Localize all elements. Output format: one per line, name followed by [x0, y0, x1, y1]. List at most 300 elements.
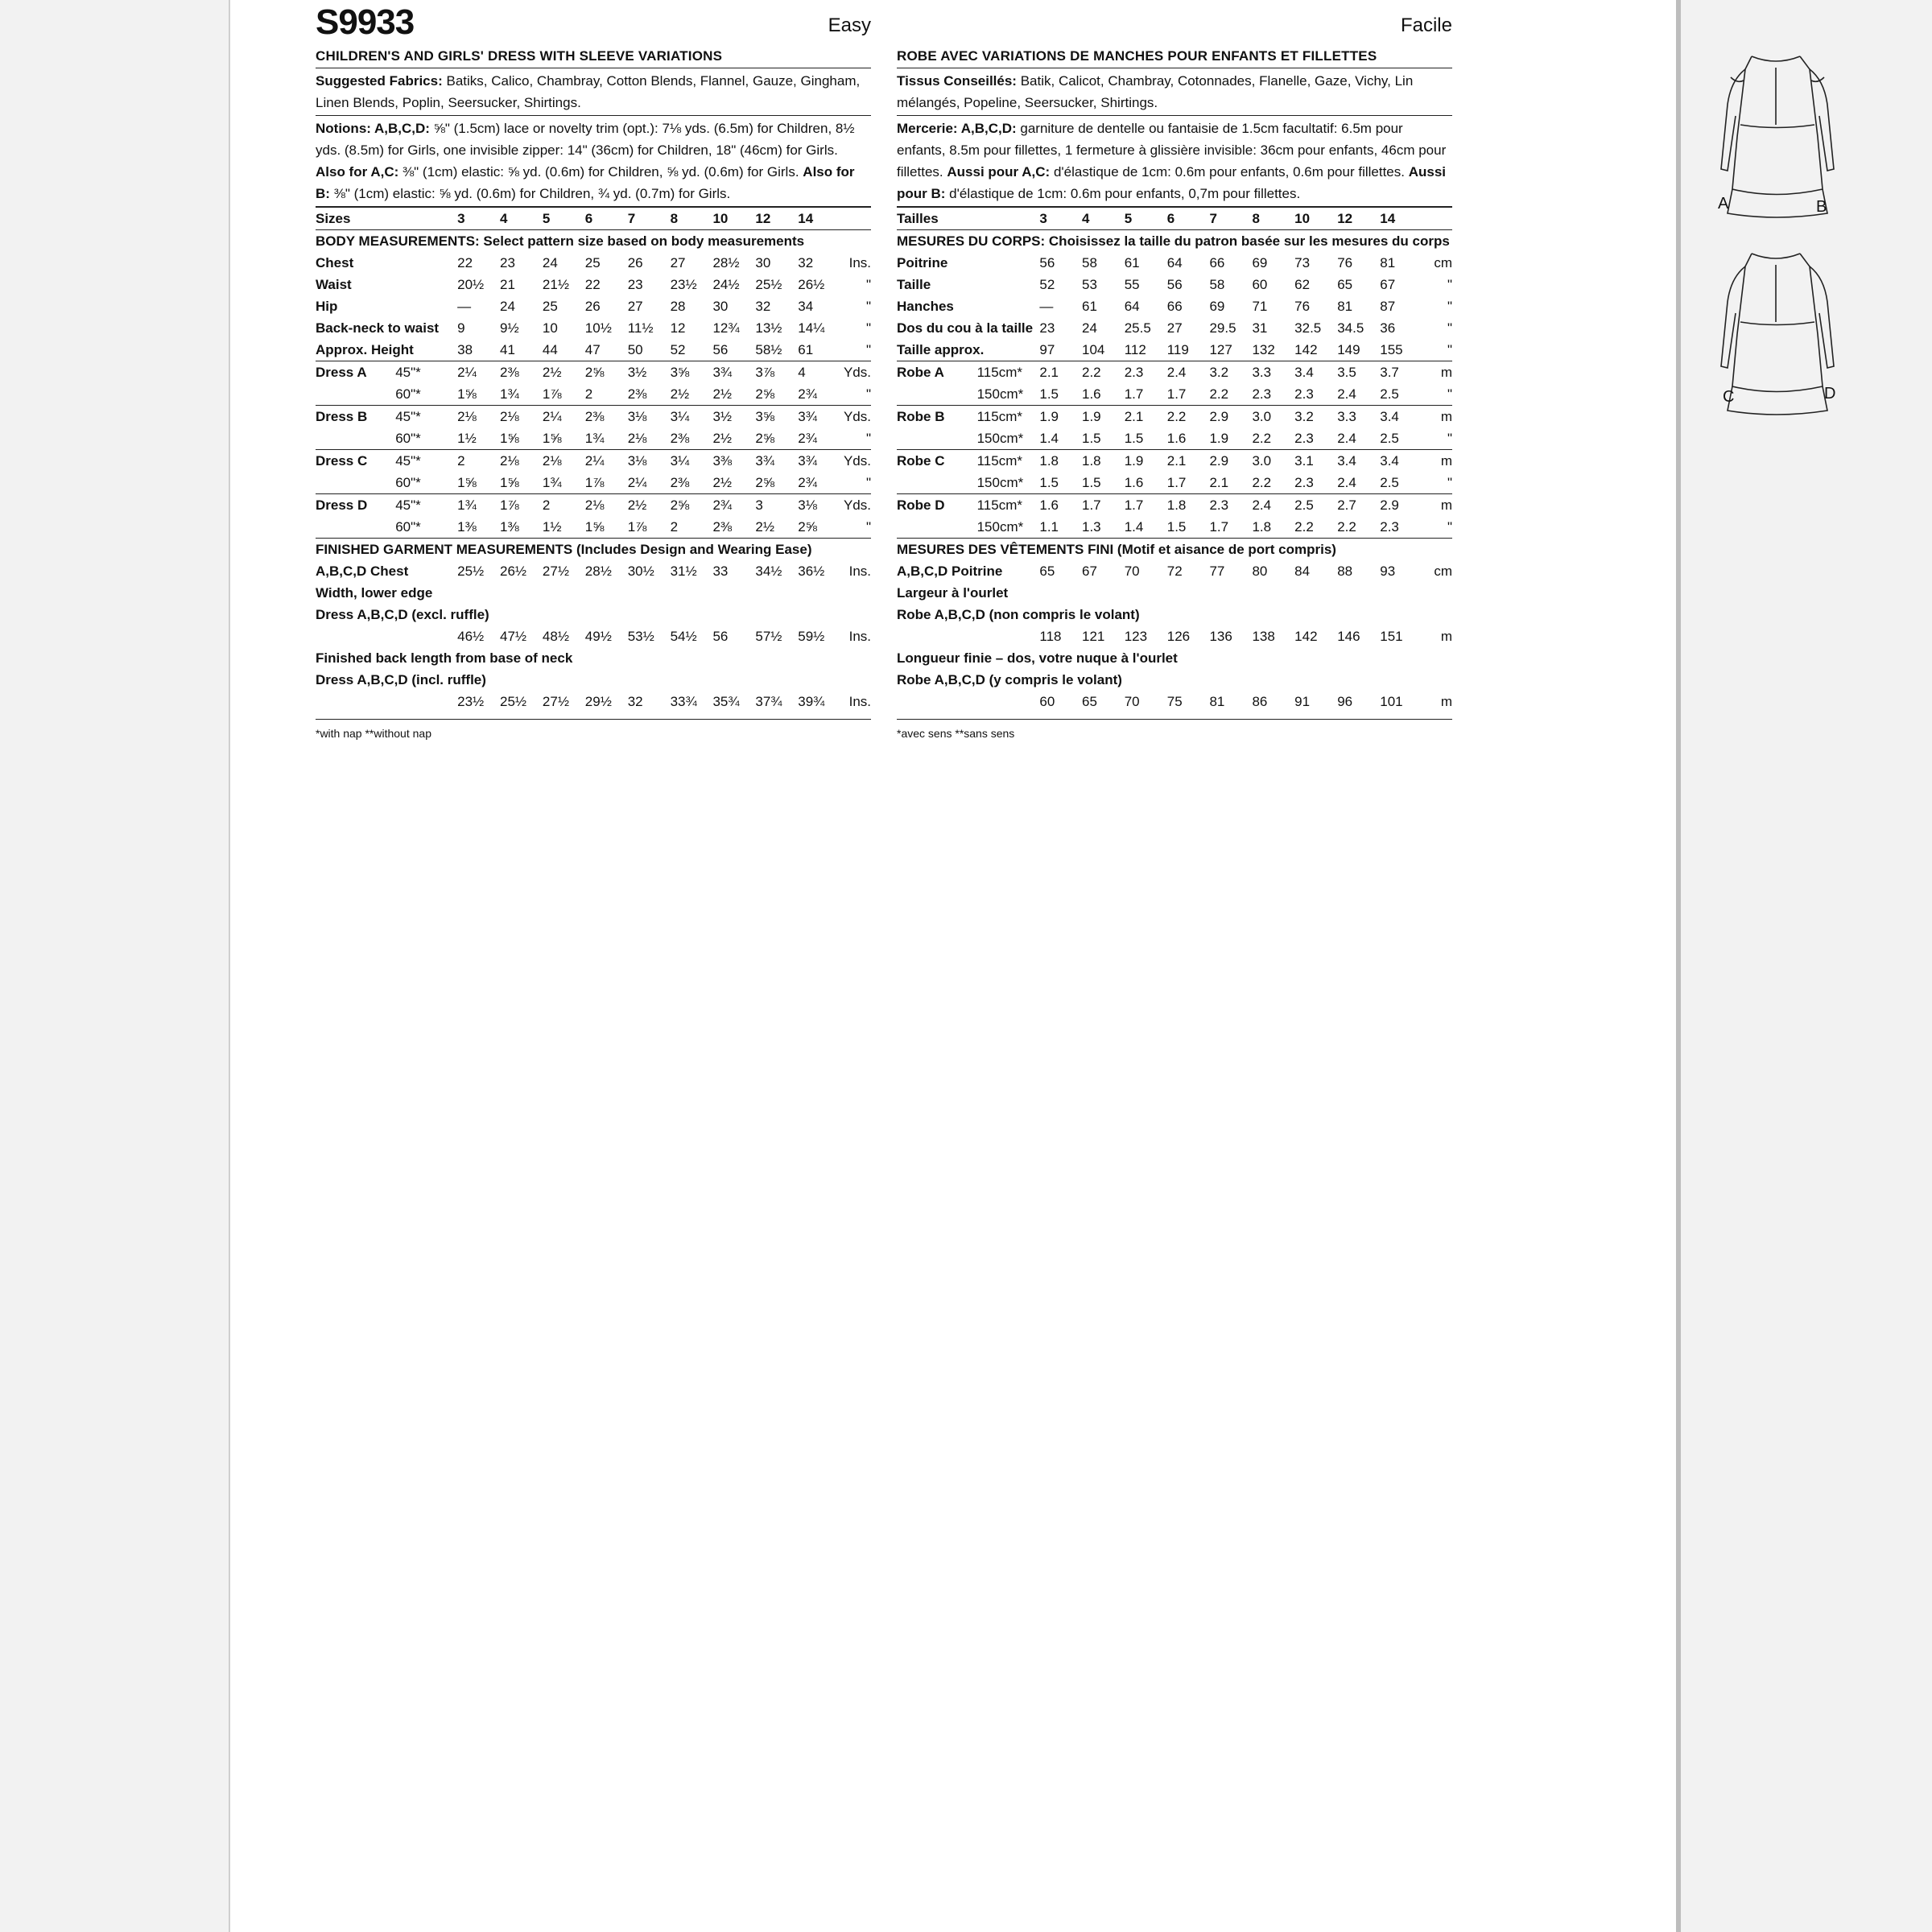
table-cell: 1⅞ [627, 519, 647, 535]
table-cell: 34 [798, 299, 814, 314]
table-cell: 2.3 [1209, 494, 1252, 517]
table-cell: 26½ [798, 277, 825, 292]
table-cell: 32.5 [1294, 320, 1322, 336]
row-label: A,B,C,D Chest [316, 564, 409, 579]
table-cell: 1.8 [1167, 494, 1210, 517]
table-cell: 3¾ [755, 450, 798, 473]
table-cell: 3.2 [1294, 406, 1337, 428]
table-cell: 2 [670, 519, 679, 535]
table-cell: 2 [457, 450, 500, 473]
table-cell: 1.9 [1039, 406, 1082, 428]
difficulty-label: Easy [828, 14, 871, 36]
size-cell: 8 [1252, 208, 1294, 230]
table-cell: 48½ [542, 629, 569, 644]
size-cell: 6 [585, 208, 628, 230]
table-cell: 1.3 [1082, 519, 1101, 535]
table-cell: 1¾ [457, 494, 500, 517]
view-label-a: A [1718, 195, 1729, 213]
table-cell: 2⅛ [500, 450, 543, 473]
table-cell: 2⅝ [798, 519, 817, 535]
table-cell: 1.9 [1082, 406, 1125, 428]
table-cell: 1½ [457, 431, 477, 446]
table-cell: 29½ [584, 694, 612, 709]
table-cell: 88 [1337, 564, 1353, 579]
table-cell: 58½ [755, 342, 782, 357]
table-cell: 3.4 [1380, 450, 1422, 473]
unit-cell: Ins. [848, 694, 871, 709]
table-cell: 1.7 [1166, 386, 1187, 402]
table-cell: 3.4 [1380, 406, 1422, 428]
table-cell: 1.7 [1125, 494, 1167, 517]
unit-cell: " [865, 277, 871, 292]
table-cell: 73 [1294, 255, 1311, 270]
size-cell: 12 [755, 208, 798, 230]
table-cell: 61 [798, 342, 814, 357]
table-cell: 23 [500, 255, 515, 270]
table-cell: 2½ [543, 361, 585, 384]
view-label [316, 516, 395, 539]
table-cell: 35¾ [712, 694, 740, 709]
table-cell: 2.7 [1337, 494, 1380, 517]
table-cell: 1.5 [1166, 519, 1187, 535]
size-cell: 8 [671, 208, 713, 230]
table-cell: 3⅝ [755, 406, 798, 428]
sizes-label: Sizes [316, 208, 395, 230]
table-cell: 37¾ [755, 694, 782, 709]
notions-also-b-label: Also for B: [316, 164, 855, 201]
unit-cell: m [1422, 361, 1452, 384]
table-cell: 64 [1166, 255, 1183, 270]
table-cell: 2.1 [1125, 406, 1167, 428]
body-row [316, 317, 871, 339]
sizes-label: Tailles [897, 208, 977, 230]
table-cell: 25.5 [1124, 320, 1151, 336]
table-cell: 28½ [584, 564, 612, 579]
table-cell: 53½ [627, 629, 654, 644]
table-cell: 1¾ [542, 475, 562, 490]
spacer-cell [977, 208, 1040, 230]
unit-cell: " [865, 386, 871, 402]
row-label: Taille [897, 277, 931, 292]
table-cell: 2½ [755, 519, 774, 535]
table-cell: 80 [1252, 564, 1268, 579]
table-cell: 25½ [755, 277, 782, 292]
fabrics-label: Suggested Fabrics: [316, 73, 443, 89]
table-cell: 1.5 [1124, 431, 1144, 446]
table-cell: 22 [584, 277, 601, 292]
notions-label: Notions: A,B,C,D: [316, 121, 430, 136]
table-cell: 123 [1124, 629, 1148, 644]
finished-width-label-row [897, 604, 1452, 625]
table-cell: 34.5 [1337, 320, 1364, 336]
unit-cell: " [865, 431, 871, 446]
finished-width-row [897, 625, 1452, 647]
table-cell: 2.3 [1380, 519, 1399, 535]
table-cell: 28½ [712, 255, 740, 270]
size-cell: 10 [712, 208, 755, 230]
notions-also-b-label: Aussi pour B: [897, 164, 1447, 201]
body-heading-row [316, 230, 871, 253]
table-cell: 9½ [500, 320, 519, 336]
table-cell: 2.9 [1209, 450, 1252, 473]
size-cell: 5 [1125, 208, 1167, 230]
table-cell: 72 [1166, 564, 1183, 579]
finished-length-label-row [316, 647, 871, 669]
table-cell: 2.5 [1380, 431, 1399, 446]
unit-cell: " [1447, 386, 1452, 402]
table-cell: 3.0 [1252, 450, 1294, 473]
yardage-row [897, 361, 1452, 384]
fabric-width: 150cm* [976, 475, 1024, 490]
table-cell: 10½ [584, 320, 612, 336]
unit-cell: Ins. [848, 564, 871, 579]
table-cell: 1.8 [1039, 450, 1082, 473]
yardage-row [316, 516, 871, 539]
fabric-width: 45"* [395, 361, 457, 384]
table-cell: 1⅝ [457, 386, 477, 402]
fabric-width: 115cm* [977, 361, 1040, 384]
row-label: Width, lower edge [316, 585, 433, 601]
table-cell: 58 [1082, 255, 1097, 270]
table-cell: 1⅜ [500, 519, 519, 535]
table-cell: 2.2 [1337, 519, 1356, 535]
spacer-cell [316, 625, 457, 647]
view-label [316, 427, 395, 450]
table-cell: 25½ [457, 564, 485, 579]
table-cell: 2⅜ [670, 431, 690, 446]
unit-cell: m [1440, 629, 1452, 644]
finished-width-label-row [316, 604, 871, 625]
table-cell: 2.4 [1252, 494, 1294, 517]
table-cell: 2⅛ [627, 431, 647, 446]
view-label: Robe C [897, 450, 977, 473]
table-cell: 12 [670, 320, 686, 336]
table-cell: 23½ [457, 694, 485, 709]
table-cell: 2¾ [712, 494, 755, 517]
unit-cell: " [865, 475, 871, 490]
table-cell: 2.5 [1380, 386, 1399, 402]
table-cell: 2⅛ [543, 450, 585, 473]
table-cell: 58 [1209, 277, 1225, 292]
dress-ab-drawing [1721, 56, 1834, 217]
table-cell: 86 [1252, 694, 1268, 709]
table-cell: 30½ [627, 564, 654, 579]
table-cell: 66 [1166, 299, 1183, 314]
table-cell: 30 [712, 299, 729, 314]
table-cell: 23 [627, 277, 643, 292]
table-cell: 119 [1166, 342, 1189, 357]
table-cell: 10 [542, 320, 558, 336]
table-cell: 1¾ [584, 431, 605, 446]
table-cell: 2⅝ [671, 494, 713, 517]
notions-also-ac-text: ⅜" (1cm) elastic: ⅝ yd. (0.6m) for Children, ⅝ yd. (0.6m) for Girls. [402, 164, 799, 180]
table-cell: 22 [457, 255, 473, 270]
table-cell: 60 [1252, 277, 1268, 292]
table-cell: 1⅞ [584, 475, 605, 490]
finished-heading-row [897, 539, 1452, 561]
dress-cd-drawing [1721, 254, 1834, 415]
fabric-width: 115cm* [977, 406, 1040, 428]
table-cell: 2.3 [1294, 431, 1314, 446]
table-cell: 21 [500, 277, 515, 292]
sizes-header-row [897, 208, 1452, 230]
table-cell: 76 [1294, 299, 1311, 314]
footnote: *with nap **without nap [316, 719, 871, 745]
table-cell: 20½ [457, 277, 485, 292]
finished-length-label-row [897, 647, 1452, 669]
table-cell: 1⅜ [457, 519, 477, 535]
unit-cell: " [865, 519, 871, 535]
table-cell: 1⅝ [457, 475, 477, 490]
table-cell: 2 [584, 386, 593, 402]
table-cell: 56 [1039, 255, 1055, 270]
table-cell: 2⅛ [457, 406, 500, 428]
table-cell: 3⅛ [628, 406, 671, 428]
notions-text: ⅝" (1.5cm) lace or novelty trim (opt.): 7⅛ yds. (6.5m) for Children, 8½ yds. (8.5m) for Girls, one invisible zipper: 14" (36cm) for Children, 18" (46cm) for Girls. [316, 121, 855, 158]
table-cell: 2.4 [1337, 431, 1356, 446]
table-cell: 142 [1294, 342, 1318, 357]
table-cell: 23 [1039, 320, 1055, 336]
fabric-width: 115cm* [977, 450, 1040, 473]
spacer-cell [316, 691, 457, 712]
footnote: *avec sens **sans sens [897, 719, 1452, 745]
table-cell: 81 [1209, 694, 1225, 709]
table-cell: 97 [1039, 342, 1055, 357]
view-label [897, 516, 977, 539]
view-label: Dress D [316, 494, 395, 517]
table-cell: 52 [1039, 277, 1055, 292]
table-cell: 1.5 [1082, 431, 1101, 446]
table-cell: 31 [1252, 320, 1268, 336]
fabrics-paragraph [897, 68, 1452, 116]
yardage-row [316, 361, 871, 384]
table-cell: 2⅛ [585, 494, 628, 517]
table-cell: 3½ [712, 406, 755, 428]
table-cell: 12¾ [712, 320, 740, 336]
body-row [897, 317, 1452, 339]
unit-cell: " [1447, 342, 1452, 357]
table-cell: 1.5 [1082, 475, 1101, 490]
table-cell: 27½ [542, 564, 569, 579]
fabric-width: 60"* [395, 431, 421, 446]
table-cell: 76 [1337, 255, 1353, 270]
table-cell: 2⅜ [627, 386, 647, 402]
unit-cell: cm [1434, 564, 1452, 579]
row-label: Longueur finie – dos, votre nuque à l'ourlet [897, 650, 1178, 666]
fabric-width: 150cm* [976, 386, 1024, 402]
table-cell: 2¼ [543, 406, 585, 428]
table-cell: 2.2 [1167, 406, 1210, 428]
yardage-row [316, 494, 871, 517]
table-cell: 1.5 [1039, 386, 1059, 402]
notions-paragraph [316, 116, 871, 207]
unit-cell: " [1447, 475, 1452, 490]
table-cell: 24½ [712, 277, 740, 292]
table-cell: 11½ [627, 320, 654, 336]
table-cell: 2⅝ [755, 386, 774, 402]
table-cell: 2¾ [798, 431, 817, 446]
table-cell: 36½ [798, 564, 825, 579]
fabrics-label: Tissus Conseillés: [897, 73, 1017, 89]
unit-cell: " [865, 320, 871, 336]
finished-heading: FINISHED GARMENT MEASUREMENTS (Includes Design and Wearing Ease) [316, 539, 871, 561]
table-cell: 1.7 [1124, 386, 1144, 402]
table-cell: 47½ [500, 629, 527, 644]
table-cell: 2⅜ [670, 475, 690, 490]
row-label: Poitrine [897, 255, 948, 270]
table-cell: 2.2 [1252, 475, 1272, 490]
row-label: Taille approx. [897, 342, 985, 357]
table-cell: 77 [1209, 564, 1225, 579]
table-cell: 3¼ [671, 450, 713, 473]
table-cell: 1⅝ [584, 519, 605, 535]
table-cell: 3.5 [1337, 361, 1380, 384]
table-cell: 1.1 [1039, 519, 1059, 535]
pattern-title: CHILDREN'S AND GIRLS' DRESS WITH SLEEVE VARIATIONS [316, 45, 871, 68]
view-label: Dress C [316, 450, 395, 473]
table-cell: 32 [798, 255, 814, 270]
row-label: Chest [316, 255, 354, 270]
finished-length-row [897, 691, 1452, 712]
spacer-cell [897, 625, 1039, 647]
table-cell: 38 [457, 342, 473, 357]
table-cell: 69 [1252, 255, 1268, 270]
table-cell: 25½ [500, 694, 527, 709]
row-label: Dos du cou à la taille [897, 320, 1034, 336]
finished-chest-row [316, 560, 871, 582]
unit-cell: " [1447, 519, 1452, 535]
table-cell: 155 [1380, 342, 1403, 357]
table-cell: 59½ [798, 629, 825, 644]
fabric-width: 115cm* [977, 494, 1040, 517]
table-cell: 46½ [457, 629, 485, 644]
table-cell: 30 [755, 255, 771, 270]
yardage-row [897, 494, 1452, 517]
table-cell: 36 [1380, 320, 1396, 336]
row-label: Robe A,B,C,D (y compris le volant) [897, 672, 1122, 687]
table-cell: 2½ [712, 431, 733, 446]
table-cell: 57½ [755, 629, 782, 644]
fabric-width: 150cm* [976, 519, 1024, 535]
pattern-title: ROBE AVEC VARIATIONS DE MANCHES POUR ENFANTS ET FILLETTES [897, 45, 1452, 68]
table-cell: 2.5 [1294, 494, 1337, 517]
table-cell: 3.3 [1252, 361, 1294, 384]
body-row [316, 295, 871, 317]
table-cell: 55 [1124, 277, 1140, 292]
table-cell: 146 [1337, 629, 1360, 644]
size-cell: 14 [798, 208, 840, 230]
notions-label: Mercerie: A,B,C,D: [897, 121, 1017, 136]
table-cell: 2.9 [1380, 494, 1422, 517]
table-cell: 1.7 [1166, 475, 1187, 490]
table-cell: 65 [1082, 694, 1097, 709]
dress-line-drawing [1695, 48, 1856, 419]
fabric-width: 45"* [395, 406, 457, 428]
finished-heading-row [316, 539, 871, 561]
table-cell: 2⅝ [585, 361, 628, 384]
table-cell: 3.4 [1337, 450, 1380, 473]
table-cell: 1.9 [1125, 450, 1167, 473]
table-cell: 27 [670, 255, 686, 270]
table-cell: 2.1 [1167, 450, 1210, 473]
table-cell: 2¾ [798, 386, 817, 402]
fabric-width: 45"* [395, 494, 457, 517]
table-cell: 2⅜ [585, 406, 628, 428]
table-cell: 1½ [542, 519, 562, 535]
table-cell: 91 [1294, 694, 1311, 709]
table-cell: 1.6 [1166, 431, 1187, 446]
table-cell: 112 [1124, 342, 1146, 357]
table-cell: 93 [1380, 564, 1396, 579]
unit-cell: " [1447, 277, 1452, 292]
table-cell: 84 [1294, 564, 1311, 579]
finished-width-row [316, 625, 871, 647]
table-cell: 3.2 [1209, 361, 1252, 384]
fabric-width: 60"* [395, 519, 421, 535]
table-cell: 2½ [712, 475, 733, 490]
row-label: A,B,C,D Poitrine [897, 564, 1003, 579]
table-cell: 1⅝ [542, 431, 562, 446]
table-cell: 1⅝ [500, 431, 519, 446]
table-cell: 2.4 [1337, 475, 1356, 490]
view-label [897, 427, 977, 450]
yardage-row [897, 450, 1452, 473]
table-cell: 27 [627, 299, 643, 314]
table-cell: 3.1 [1294, 450, 1337, 473]
table-cell: 28 [670, 299, 686, 314]
fabrics-text: Batik, Calicot, Chambray, Cotonnades, Flanelle, Gaze, Vichy, Lin mélangés, Popeline, Seersucker, Shirtings. [897, 73, 1414, 110]
unit-cell: Ins. [848, 255, 871, 270]
unit-cell: m [1422, 406, 1452, 428]
table-cell: 3¼ [671, 406, 713, 428]
body-row [316, 339, 871, 361]
table-cell: 1⅞ [542, 386, 562, 402]
table-cell: 2⅝ [755, 475, 774, 490]
unit-cell: m [1422, 450, 1452, 473]
size-cell: 12 [1337, 208, 1380, 230]
table-cell: 2.1 [1209, 475, 1229, 490]
table-cell: 56 [1166, 277, 1183, 292]
yardage-row [897, 427, 1452, 450]
table-cell: 66 [1209, 255, 1225, 270]
unit-cell: cm [1434, 255, 1452, 270]
sizes-header-row [316, 208, 871, 230]
table-cell: 2.2 [1252, 431, 1272, 446]
table-cell: 87 [1380, 299, 1396, 314]
table-cell: 2¾ [798, 475, 817, 490]
table-cell: 33 [712, 564, 729, 579]
unit-cell: m [1440, 694, 1452, 709]
table-cell: 65 [1337, 277, 1353, 292]
table-cell: 1.8 [1252, 519, 1272, 535]
table-cell: 2½ [670, 386, 690, 402]
size-cell: 6 [1167, 208, 1210, 230]
table-cell: 32 [755, 299, 771, 314]
table-cell: 3.0 [1252, 406, 1294, 428]
table-cell: 67 [1380, 277, 1396, 292]
view-label: Robe A [897, 361, 977, 384]
table-cell: 44 [542, 342, 558, 357]
table-cell: 21½ [542, 277, 569, 292]
table-cell: 2.4 [1337, 386, 1356, 402]
row-label: Dress A,B,C,D (excl. ruffle) [316, 607, 489, 622]
view-label [897, 472, 977, 494]
table-cell: 70 [1124, 564, 1140, 579]
table-cell: 50 [627, 342, 643, 357]
row-label: Largeur à l'ourlet [897, 585, 1009, 601]
table-cell: 136 [1209, 629, 1232, 644]
table-cell: 151 [1380, 629, 1403, 644]
